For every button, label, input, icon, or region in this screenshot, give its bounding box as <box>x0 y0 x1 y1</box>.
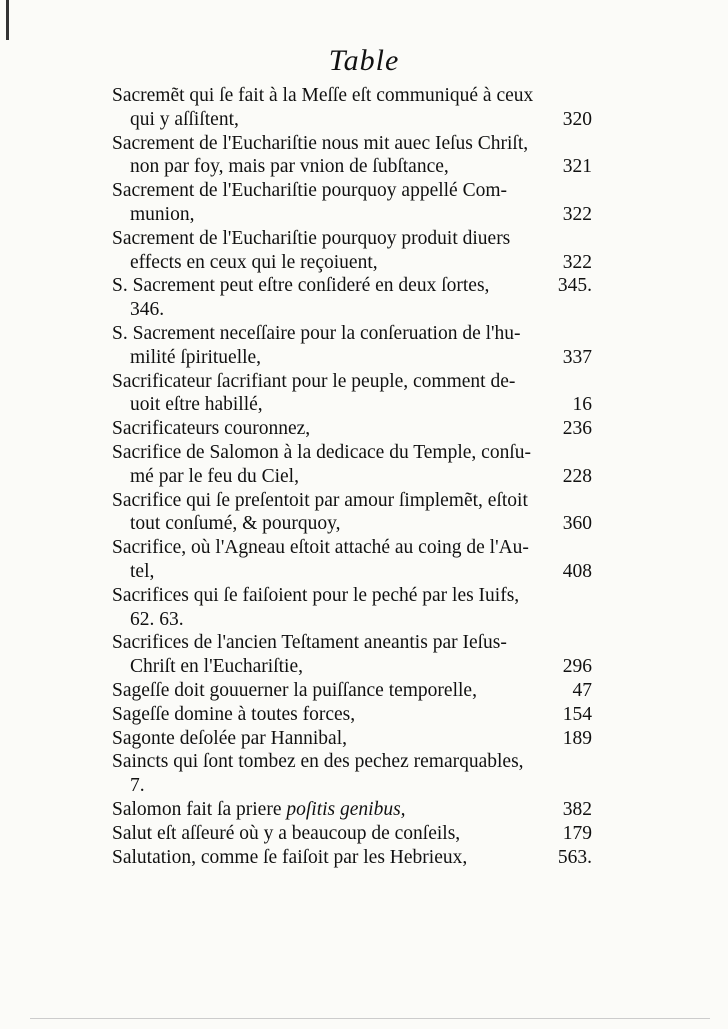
page-number: 179 <box>562 822 592 844</box>
entry-continuation-line <box>112 251 592 275</box>
page-number: 16 <box>572 394 592 416</box>
entry-line <box>112 750 592 774</box>
page-number: 321 <box>562 156 592 178</box>
index-entry <box>112 417 592 441</box>
page-number: 563. <box>557 846 592 868</box>
entry-line <box>112 679 592 703</box>
entry-text-main: Sageſſe domine à toutes forces, <box>112 703 356 725</box>
entry-text-main: qui y aſſiſtent, <box>130 108 239 130</box>
entry-text-main: milité ſpirituelle, <box>130 346 262 368</box>
entry-text <box>130 203 194 227</box>
entry-text-main: Sacrifice qui ſe preſentoit par amour ſimplemẽt, eſtoit <box>112 489 528 511</box>
page-number: 337 <box>562 346 592 368</box>
entry-line <box>112 822 592 846</box>
entry-text-main: 7. <box>130 775 145 797</box>
entry-text <box>130 560 154 584</box>
entry-continuation-line <box>112 774 592 798</box>
entry-text-main: Sacrement de l'Euchariſtie pourquoy produit diuers <box>112 227 511 249</box>
entry-text-main: non par foy, mais par vnion de ſubſtance, <box>130 156 449 178</box>
entry-text <box>112 822 460 846</box>
margin-mark <box>6 0 9 40</box>
entry-line <box>112 798 592 822</box>
entry-text <box>112 179 507 203</box>
entry-text-main: Salomon fait ſa priere <box>112 798 282 820</box>
entry-text-main: S. Sacrement neceſſaire pour la conſeruation de l'hu- <box>112 322 521 344</box>
page-title: Table <box>328 44 400 77</box>
entry-line <box>112 489 592 513</box>
index-entry <box>112 822 592 846</box>
entry-line <box>112 441 592 465</box>
index-entry <box>112 679 592 703</box>
index-entry <box>112 750 592 798</box>
entry-line <box>112 179 592 203</box>
entry-text <box>112 846 467 870</box>
entry-text-main: Salut eſt aſſeuré où y a beaucoup de conſeils, <box>112 822 461 844</box>
entry-text <box>112 274 489 298</box>
entry-continuation-line <box>112 155 592 179</box>
entry-text <box>112 489 528 513</box>
entry-text-main: Sacrifices de l'ancien Teſtament aneantis par Ieſus- <box>112 632 507 654</box>
entry-text <box>112 679 477 703</box>
entry-text <box>112 798 406 822</box>
page-number: 345. <box>557 275 592 297</box>
entry-text <box>130 655 303 679</box>
entry-text <box>112 417 310 441</box>
page-number: 322 <box>562 251 592 273</box>
entry-text <box>130 465 299 489</box>
entry-text <box>112 584 519 608</box>
entry-text-main: Sagonte deſolée par Hannibal, <box>112 727 347 749</box>
entry-continuation-line <box>112 346 592 370</box>
entry-continuation-line <box>112 608 592 632</box>
entry-line <box>112 417 592 441</box>
entry-text <box>130 393 263 417</box>
index-entry <box>112 798 592 822</box>
entry-text-main: S. Sacrement peut eſtre conſideré en deux ſortes, <box>112 275 490 297</box>
entry-text <box>130 346 261 370</box>
entry-text-main: Sacrifice, où l'Agneau eſtoit attaché au coing de l'Au- <box>112 537 529 559</box>
page-number: 189 <box>562 727 592 749</box>
entry-text <box>112 631 507 655</box>
index-entry <box>112 489 592 537</box>
page-number: 236 <box>562 418 592 440</box>
index-entry <box>112 370 592 418</box>
entry-text-main: Sacrifices qui ſe faiſoient pour le peché par les Iuifs, <box>112 584 520 606</box>
entry-continuation-line <box>112 108 592 132</box>
entry-text <box>130 608 184 632</box>
entry-text <box>130 774 145 798</box>
index-entry <box>112 727 592 751</box>
page-number: 154 <box>562 703 592 725</box>
index-entry <box>112 322 592 370</box>
entry-continuation-line <box>112 655 592 679</box>
entry-latin-phrase: poſitis genibus, <box>286 798 406 820</box>
entry-text <box>130 512 341 536</box>
index-entry <box>112 584 592 632</box>
entry-text-main: Saincts qui ſont tombez en des pechez remarquables, <box>112 751 524 773</box>
entry-line <box>112 227 592 251</box>
entry-text <box>112 132 528 156</box>
index-entry <box>112 227 592 275</box>
index-entry <box>112 179 592 227</box>
entry-text <box>112 750 524 774</box>
page-number: 322 <box>562 203 592 225</box>
entry-text <box>112 370 515 394</box>
page-number: 408 <box>562 560 592 582</box>
page-number: 47 <box>572 679 592 701</box>
entry-text-main: Sacrement de l'Euchariſtie nous mit auec Ieſus Chriſt, <box>112 132 529 154</box>
entry-text-main: mé par le feu du Ciel, <box>130 465 299 487</box>
entry-continuation-line <box>112 298 592 322</box>
entry-line <box>112 370 592 394</box>
entry-text-main: Sacremẽt qui ſe fait à la Meſſe eſt communiqué à ceux <box>112 85 534 106</box>
entry-text <box>130 108 239 132</box>
entry-text-main: Sacrifice de Salomon à la dedicace du Temple, conſu- <box>112 441 531 463</box>
entry-line <box>112 584 592 608</box>
entry-line <box>112 536 592 560</box>
entry-text-main: Chriſt en l'Euchariſtie, <box>130 656 304 678</box>
entry-text-main: uoit eſtre habillé, <box>130 394 263 416</box>
entry-line <box>112 322 592 346</box>
entry-line <box>112 703 592 727</box>
entry-text-main: munion, <box>130 203 195 225</box>
entry-text-main: Salutation, comme ſe faiſoit par les Hebrieux, <box>112 846 468 868</box>
entry-text-main: 346. <box>130 299 165 321</box>
entry-line <box>112 727 592 751</box>
entry-text <box>112 703 355 727</box>
page-number: 382 <box>562 798 592 820</box>
entry-text <box>130 155 449 179</box>
index-entry <box>112 703 592 727</box>
page-number: 228 <box>562 465 592 487</box>
index-entry <box>112 441 592 489</box>
entry-continuation-line <box>112 203 592 227</box>
entry-text <box>130 298 164 322</box>
entry-text-main: Sacrificateurs couronnez, <box>112 418 311 440</box>
entry-text-main: Sageſſe doit gouuerner la puiſſance temporelle, <box>112 679 477 701</box>
entry-text <box>112 727 347 751</box>
entry-text <box>112 227 510 251</box>
entry-line <box>112 274 592 298</box>
index-entry <box>112 84 592 132</box>
entry-text <box>112 441 531 465</box>
index-entry <box>112 536 592 584</box>
entry-text <box>112 322 521 346</box>
index-entry <box>112 132 592 180</box>
entry-continuation-line <box>112 560 592 584</box>
index-entry <box>112 274 592 322</box>
entry-text-main: Sacrement de l'Euchariſtie pourquoy appellé Com- <box>112 180 508 202</box>
entry-text <box>130 251 378 275</box>
index-list <box>112 84 592 869</box>
entry-line <box>112 846 592 870</box>
page-number: 320 <box>562 108 592 130</box>
entry-line <box>112 84 592 108</box>
entry-line <box>112 132 592 156</box>
entry-text <box>112 84 533 108</box>
entry-text-main: effects en ceux qui le reçoiuent, <box>130 251 378 273</box>
entry-text-main: tel, <box>130 560 155 582</box>
entry-text-main: 62. 63. <box>130 608 184 630</box>
entry-continuation-line <box>112 465 592 489</box>
entry-text <box>112 536 529 560</box>
entry-text-main: tout conſumé, & pourquoy, <box>130 513 341 535</box>
entry-line <box>112 631 592 655</box>
index-entry <box>112 631 592 679</box>
page-edge-line <box>30 1018 710 1019</box>
entry-continuation-line <box>112 393 592 417</box>
page-number: 360 <box>562 513 592 535</box>
entry-continuation-line <box>112 512 592 536</box>
page-number: 296 <box>562 656 592 678</box>
entry-text-main: Sacrificateur ſacrifiant pour le peuple, comment de- <box>112 370 516 392</box>
index-entry <box>112 846 592 870</box>
